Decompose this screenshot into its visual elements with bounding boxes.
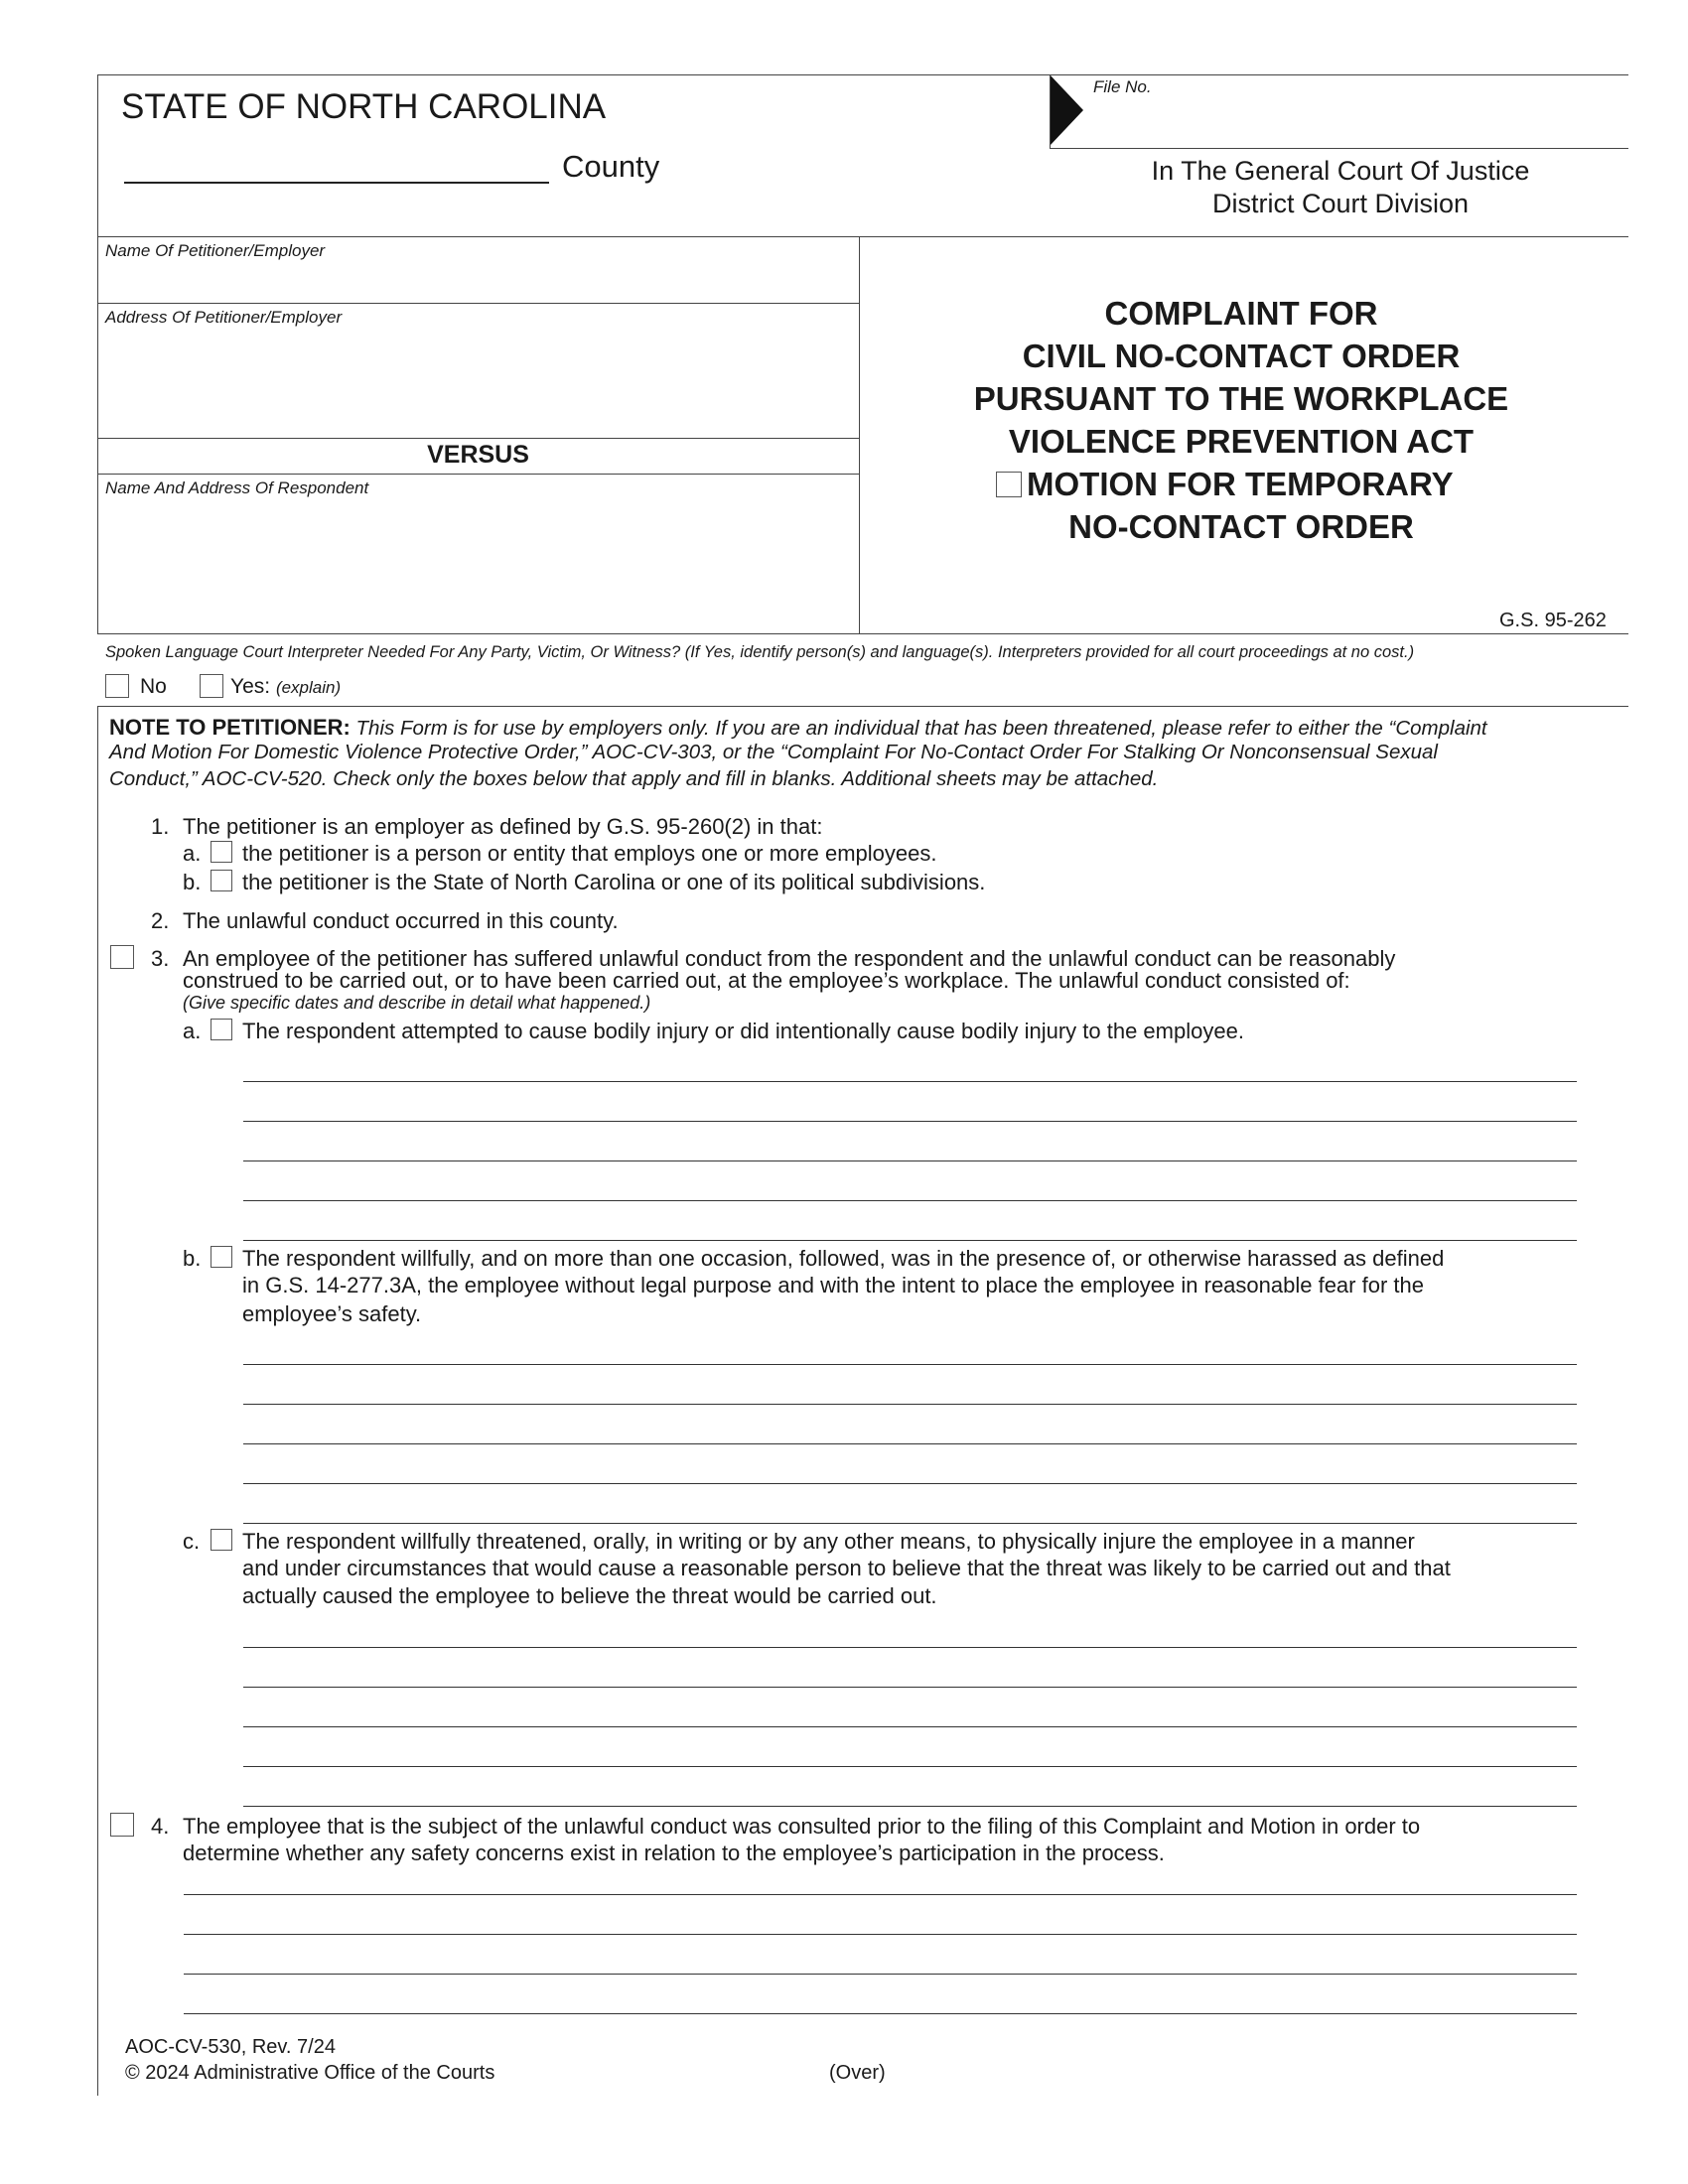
interpreter-yes-checkbox[interactable] [200,674,223,698]
title-line-4: VIOLENCE PREVENTION ACT [1008,423,1475,460]
interpreter-yes-group [230,675,341,699]
item-3c-write-line[interactable] [243,1726,1577,1727]
item-1-number: 1. [151,814,170,839]
item-3c-write-line[interactable] [243,1806,1577,1807]
item-3c-line-1: The respondent willfully threatened, orally, in writing or by any other means, to physically injure the employee in a manner [242,1529,1415,1554]
state-heading: STATE OF NORTH CAROLINA [121,87,607,126]
left-border [97,74,98,633]
item-3c-letter: c. [183,1529,201,1554]
respondent-field[interactable] [103,502,853,626]
item-1b-text: the petitioner is the State of North Carolina or one of its political subdivisions. [242,870,986,894]
title-line-1: COMPLAINT FOR [1104,295,1378,332]
item-3c-line-3: actually caused the employee to believe the threat would be carried out. [242,1583,937,1608]
item-3a-write-line[interactable] [243,1081,1577,1082]
item-3c-line-2: and under circumstances that would cause a reasonable person to believe that the threat was likely to be carried out and that [242,1556,1451,1580]
form-id: AOC-CV-530, Rev. 7/24 [125,2036,336,2058]
item-3b-write-line[interactable] [243,1404,1577,1405]
versus-line [97,474,859,475]
court-line-1: In The General Court Of Justice [1151,156,1530,186]
file-no-label: File No. [1093,77,1152,96]
interpreter-explain-field[interactable] [377,673,1618,701]
title-line-6: NO-CONTACT ORDER [1068,508,1414,545]
interpreter-yes-explain: (explain) [275,678,342,697]
item-3a-write-line[interactable] [243,1200,1577,1201]
interpreter-bottom-line [97,706,1628,707]
court-line-2: District Court Division [1211,189,1470,218]
item-3a-letter: a. [183,1019,202,1043]
header-divider [97,236,1628,237]
file-no-underline [1050,148,1628,149]
item-3c-write-line[interactable] [243,1766,1577,1767]
item-1a-text: the petitioner is a person or entity that employs one or more employees. [242,841,937,866]
item-3c-write-line[interactable] [243,1687,1577,1688]
respondent-label: Name And Address Of Respondent [105,478,369,497]
petitioner-name-field[interactable] [103,264,853,300]
item-4-write-line[interactable] [184,2013,1577,2014]
copyright: © 2024 Administrative Office of the Courts [125,2062,495,2084]
item-3-checkbox[interactable] [110,945,134,969]
file-arrow-icon [1050,74,1083,146]
item-3-line-2: construed to be carried out, or to have been carried out, at the employee’s workplace. The unlawful conduct consisted of: [183,968,1350,993]
item-1b-checkbox[interactable] [211,870,232,891]
parties-divider [859,236,860,633]
title-line-3: PURSUANT TO THE WORKPLACE [973,380,1509,417]
title-line-5: MOTION FOR TEMPORARY [1027,466,1454,502]
note-text-1: This Form is for use by employers only. If you are an individual that has been threatened, please refer to either the “Complaint [355,717,1487,740]
file-no-divider [1050,74,1051,148]
item-3-line-1: An employee of the petitioner has suffered unlawful conduct from the respondent and the unlawful conduct can be reasonably [183,946,1396,971]
title-line-2: CIVIL NO-CONTACT ORDER [1022,338,1461,374]
note-line-1 [109,714,1487,742]
interpreter-yes-label: Yes: [230,675,271,698]
item-3a-write-line[interactable] [243,1121,1577,1122]
versus-label: VERSUS [427,441,529,469]
interpreter-question: Spoken Language Court Interpreter Needed For Any Party, Victim, Or Witness? (If Yes, identify person(s) and language(s). Interpreters provided for all court proceedings at no cost.) [105,643,1415,661]
item-1b-letter: b. [183,870,202,894]
item-3b-checkbox[interactable] [211,1246,232,1268]
item-3b-letter: b. [183,1246,202,1271]
item-3b-line-3: employee’s safety. [242,1301,422,1326]
item-4-line-1: The employee that is the subject of the unlawful conduct was consulted prior to the filing of this Complaint and Motion in order to [183,1814,1421,1839]
file-no-field[interactable] [1092,94,1618,144]
item-4-checkbox[interactable] [110,1813,134,1837]
county-label: County [562,149,660,184]
temporary-order-checkbox[interactable] [996,472,1022,497]
parties-bottom-line [97,633,1628,634]
item-4-number: 4. [151,1814,170,1839]
item-3b-write-line[interactable] [243,1483,1577,1484]
item-3b-line-1: The respondent willfully, and on more than one occasion, followed, was in the presence of, or otherwise harassed as defined [242,1246,1445,1271]
item-2-text: The unlawful conduct occurred in this county. [183,908,619,933]
item-3-instruction: (Give specific dates and describe in detail what happened.) [183,993,651,1013]
item-3-number: 3. [151,946,170,971]
petitioner-name-label: Name Of Petitioner/Employer [105,241,326,260]
item-4-write-line[interactable] [184,1934,1577,1935]
top-border [97,74,1628,75]
statute-ref: G.S. 95-262 [1499,610,1607,631]
over-label: (Over) [829,2062,886,2084]
item-3b-write-line[interactable] [243,1523,1577,1524]
petitioner-address-field[interactable] [103,332,853,431]
item-3a-checkbox[interactable] [211,1019,232,1040]
item-4-write-line[interactable] [184,1894,1577,1895]
court-name [1043,155,1638,220]
item-3b-write-line[interactable] [243,1443,1577,1444]
body-left-border [97,706,98,2096]
note-heading: NOTE TO PETITIONER: [109,715,351,740]
note-text-2: And Motion For Domestic Violence Protective Order,” AOC-CV-303, or the “Complaint For No-Contact Order For Stalking Or Nonconsensual Sexual [109,741,1438,763]
item-3c-checkbox[interactable] [211,1529,232,1551]
address-line [97,438,859,439]
county-blank[interactable] [124,182,549,184]
item-1a-checkbox[interactable] [211,841,232,863]
item-3a-text: The respondent attempted to cause bodily injury or did intentionally cause bodily injury to the employee. [242,1019,1244,1043]
item-4-write-line[interactable] [184,1974,1577,1975]
petitioner-name-line [97,303,859,304]
item-3a-write-line[interactable] [243,1240,1577,1241]
note-text-3: Conduct,” AOC-CV-520. Check only the boxes below that apply and fill in blanks. Additional sheets may be attached. [109,767,1159,790]
item-1a-letter: a. [183,841,202,866]
interpreter-no-label: No [140,675,167,698]
petitioner-address-label: Address Of Petitioner/Employer [105,308,343,327]
item-3a-write-line[interactable] [243,1160,1577,1161]
item-1-text: The petitioner is an employer as defined by G.S. 95-260(2) in that: [183,814,823,839]
item-3c-write-line[interactable] [243,1647,1577,1648]
item-2-number: 2. [151,908,170,933]
interpreter-no-checkbox[interactable] [105,674,129,698]
item-4-line-2: determine whether any safety concerns exist in relation to the employee’s participation in the process. [183,1841,1165,1865]
item-3b-line-2: in G.S. 14-277.3A, the employee without legal purpose and with the intent to place the employee in reasonable fear for the [242,1273,1424,1297]
item-3b-write-line[interactable] [243,1364,1577,1365]
